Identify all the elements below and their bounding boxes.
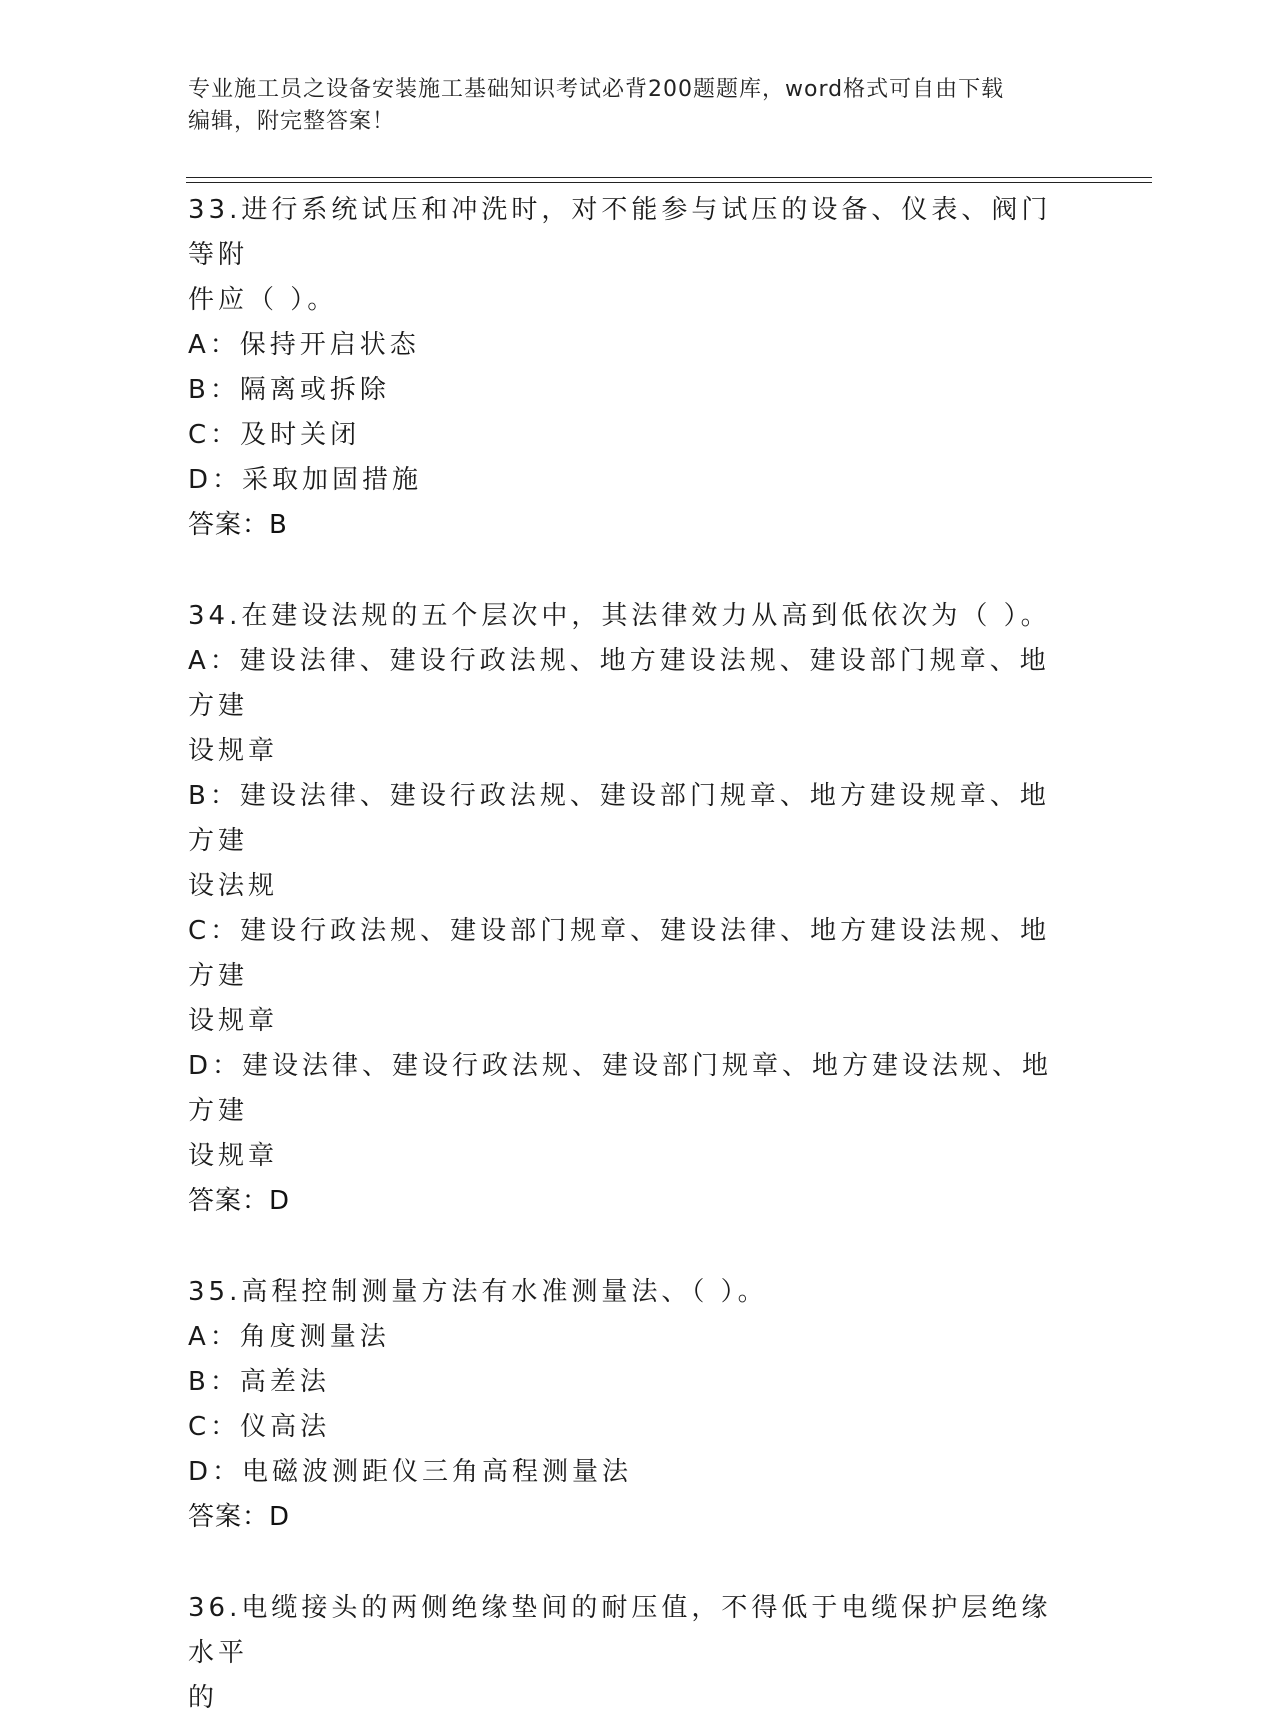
question-stem-line: 36.电缆接头的两侧绝缘垫间的耐压值，不得低于电缆保护层绝缘水平	[188, 1593, 1052, 1668]
option-d: D：建设法律、建设行政法规、建设部门规章、地方建设法规、地方建	[188, 1051, 1053, 1126]
question-list	[188, 188, 1078, 1721]
question-stem-line: 件应（ ）。	[188, 285, 338, 315]
question-35	[188, 1270, 1078, 1540]
option-d: D：采取加固措施	[188, 465, 423, 495]
option-b: B：高差法	[188, 1367, 330, 1397]
option-d-continued: 设规章	[188, 1141, 279, 1171]
option-b: B：建设法律、建设行政法规、建设部门规章、地方建设规章、地方建	[188, 781, 1050, 856]
answer: 答案：D	[188, 1186, 291, 1216]
header-divider-top	[186, 177, 1152, 178]
question-stem-line: 的	[188, 1683, 219, 1713]
answer: 答案：B	[188, 510, 288, 540]
option-a: A：角度测量法	[188, 1322, 390, 1352]
option-c: C：及时关闭	[188, 420, 361, 450]
option-a-continued: 设规章	[188, 736, 279, 766]
option-b-continued: 设法规	[188, 871, 279, 901]
question-stem-line: 35.高程控制测量方法有水准测量法、（ ）。	[188, 1277, 768, 1307]
option-d: D：电磁波测距仪三角高程测量法	[188, 1457, 633, 1487]
answer: 答案：D	[188, 1502, 291, 1532]
question-33	[188, 188, 1078, 548]
question-36	[188, 1586, 1078, 1721]
header-title-line-2: 编辑，附完整答案！	[188, 109, 396, 134]
option-a: A：保持开启状态	[188, 330, 420, 360]
option-a: A：建设法律、建设行政法规、地方建设法规、建设部门规章、地方建	[188, 646, 1050, 721]
question-spacer	[188, 548, 1078, 594]
option-c: C：建设行政法规、建设部门规章、建设法律、地方建设法规、地方建	[188, 916, 1051, 991]
document-header	[188, 74, 1068, 138]
header-divider-bottom	[186, 182, 1152, 183]
question-stem-line: 34.在建设法规的五个层次中，其法律效力从高到低依次为（ ）。	[188, 601, 1051, 631]
question-spacer	[188, 1224, 1078, 1270]
option-c-continued: 设规章	[188, 1006, 279, 1036]
question-spacer	[188, 1540, 1078, 1586]
question-34	[188, 594, 1078, 1224]
header-title-line-1: 专业施工员之设备安装施工基础知识考试必背200题题库，word格式可自由下载	[188, 77, 1005, 102]
option-b: B：隔离或拆除	[188, 375, 390, 405]
question-stem-line: 33.进行系统试压和冲洗时，对不能参与试压的设备、仪表、阀门等附	[188, 195, 1052, 270]
option-c: C：仪高法	[188, 1412, 331, 1442]
